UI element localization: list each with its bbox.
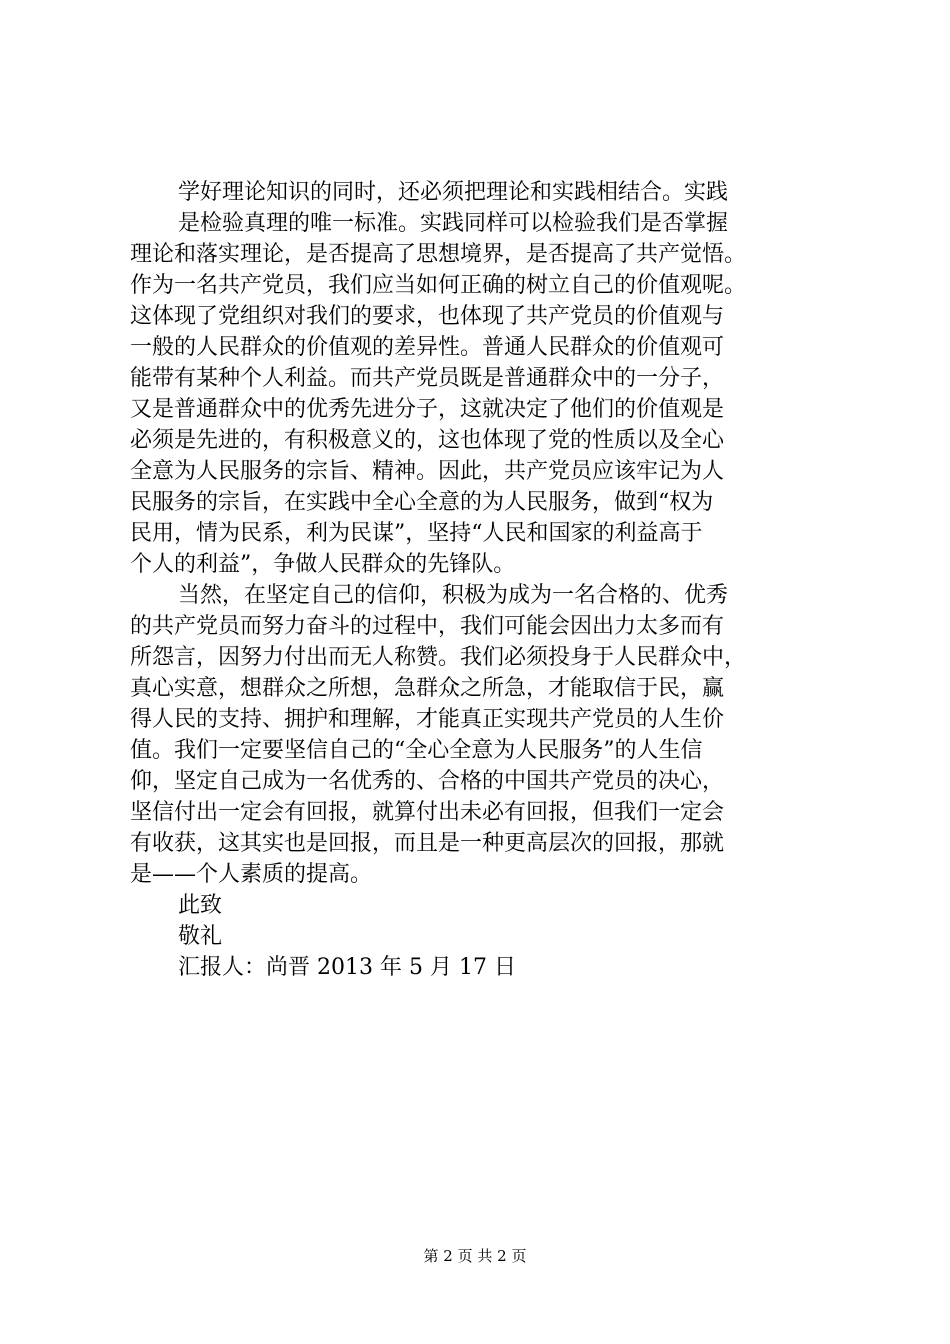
paragraph-1-line: 能带有某种个人利益。而共产党员既是普通群众中的一分子， <box>130 366 725 391</box>
paragraph-2-line: 真心实意，想群众之所想，急群众之所急，才能取信于民，赢 <box>130 676 725 701</box>
paragraph-2-line: 值。我们一定要坚信自己的“全心全意为人民服务”的人生信 <box>130 738 703 763</box>
paragraph-2-line: 有收获，这其实也是回报，而且是一种更高层次的回报，那就 <box>130 831 725 856</box>
paragraph-1-line: 必须是先进的，有积极意义的，这也体现了党的性质以及全心 <box>130 428 725 453</box>
paragraph-1-line: 又是普通群众中的优秀先进分子，这就决定了他们的价值观是 <box>130 397 725 422</box>
paragraph-2-line: 当然，在坚定自己的信仰，积极为成为一名合格的、优秀 <box>178 583 729 608</box>
paragraph-1-line: 这体现了党组织对我们的要求，也体现了共产党员的价值观与 <box>130 304 725 329</box>
signature-line: 汇报人：尚晋 2013 年 5 月 17 日 <box>178 955 516 980</box>
paragraph-2-line: 得人民的支持、拥护和理解，才能真正实现共产党员的人生价 <box>130 707 725 732</box>
paragraph-2-line: 坚信付出一定会有回报，就算付出未必有回报，但我们一定会 <box>130 800 725 825</box>
page-number-footer: 第 2 页 共 2 页 <box>423 1247 527 1265</box>
paragraph-2-line: 仰，坚定自己成为一名优秀的、合格的中国共产党员的决心， <box>130 769 725 794</box>
paragraph-2-line: 所怨言，因努力付出而无人称赞。我们必须投身于人民群众中， <box>130 645 747 670</box>
closing-regards: 敬礼 <box>178 924 223 949</box>
paragraph-1-line: 民服务的宗旨，在实践中全心全意的为人民服务，做到“权为 <box>130 490 714 515</box>
paragraph-1-line: 一般的人民群众的价值观的差异性。普通人民群众的价值观可 <box>130 335 725 360</box>
paragraph-1-line: 全意为人民服务的宗旨、精神。因此，共产党员应该牢记为人 <box>130 459 725 484</box>
paragraph-1-line: 作为一名共产党员，我们应当如何正确的树立自己的价值观呢。 <box>130 273 747 298</box>
paragraph-1-line: 是检验真理的唯一标准。实践同样可以检验我们是否掌握 <box>178 211 729 236</box>
closing-salutation: 此致 <box>178 893 223 918</box>
paragraph-1-line: 个人的利益”，争做人民群众的先锋队。 <box>130 552 516 577</box>
document-body <box>130 177 850 983</box>
paragraph-1-line: 理论和落实理论，是否提高了思想境界，是否提高了共产觉悟。 <box>130 242 747 267</box>
paragraph-2-line: 的共产党员而努力奋斗的过程中，我们可能会因出力太多而有 <box>130 614 725 639</box>
paragraph-1-line: 民用，情为民系，利为民谋”，坚持“人民和国家的利益高于 <box>130 521 703 546</box>
paragraph-1-line: 学好理论知识的同时，还必须把理论和实践相结合。实践 <box>178 180 729 205</box>
paragraph-2-line: 是——个人素质的提高。 <box>130 862 373 887</box>
